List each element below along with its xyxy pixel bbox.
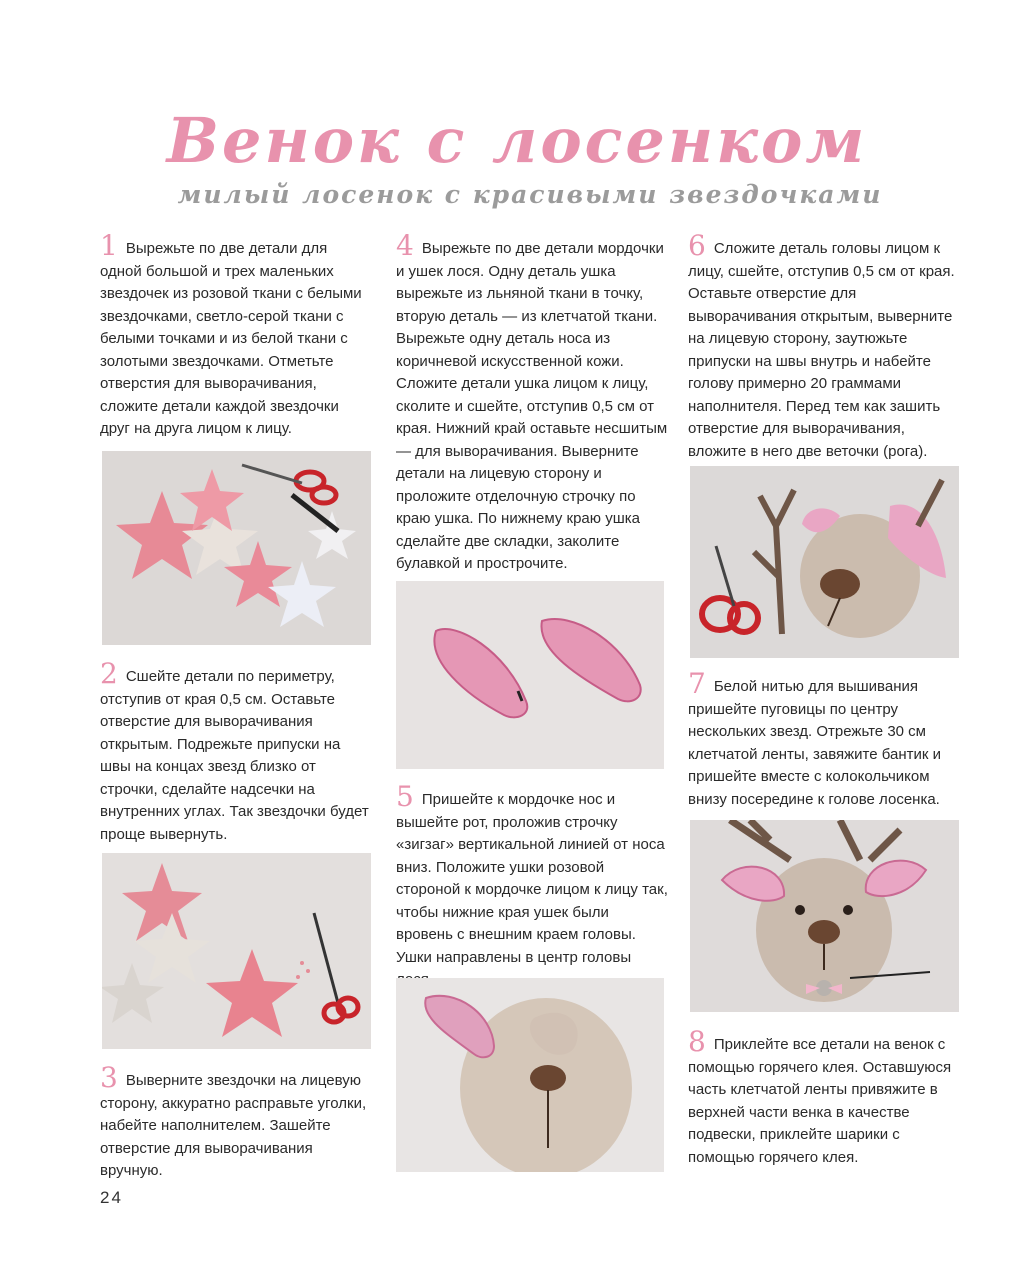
step-8 (688, 1025, 960, 1169)
step-2 (100, 657, 372, 846)
step-number: 8 (688, 1025, 706, 1058)
step-text: Пришейте к мордочке нос и вышейте рот, проложив строчку «зигзаг» вертикальной линией от носа вниз. Положите ушки розовой стороной к мордочке лицом к лицу так, чтобы нижние края ушек были вровень с внешним краем головы. Ушки направлены в центр головы (396, 791, 668, 966)
step-text: Сложите деталь головы лицом к лицу, сшейте, отступив 0,5 см от края. Оставьте отверстие для выворачивания открытым, выверните на лицевую сторону, заутюжьте припуски на швы внутрь и набейте голову примерно 20 граммами наполнителя. Перед тем как зашить отверстие для выворачивания, вложите в него две веточки (рога). (688, 240, 955, 460)
step-number: 6 (688, 229, 706, 262)
step-number: 5 (396, 780, 414, 813)
step-1 (100, 229, 372, 441)
step-3 (100, 1061, 372, 1183)
page-subtitle: милый лосенок с красивыми звездочками (177, 180, 883, 209)
photo-moose-head-antlers (690, 466, 959, 658)
step-5 (396, 780, 668, 992)
step-text: Приклейте все детали на венок с помощью горячего клея. Оставшуюся часть клетчатой ленты привяжите в верхней части венка в качестве подвески, приклейте шарики с помощью горячего клея. (688, 1036, 952, 1166)
step-6 (688, 229, 960, 463)
step-number: 7 (688, 667, 706, 700)
step-number: 1 (100, 229, 118, 262)
page-number: 24 (100, 1188, 123, 1207)
step-number: 3 (100, 1061, 118, 1094)
step-number: 4 (396, 229, 414, 262)
step-text: Выверните звездочки на лицевую сторону, аккуратно расправьте уголки, набейте наполнителем. Зашейте отверстие для выворачивания вручную. (100, 1072, 367, 1179)
step-text: Сшейте детали по периметру, отступив от края 0,5 см. Оставьте отверстие для выворачивания открытым. Подрежьте припуски на швы на концах звезд близко от строчки, сделайте надсечки на внутренних углах. Так звездочки будет проще вывернуть. (100, 668, 369, 843)
photo-stars-cutout (102, 451, 371, 645)
step-text: Вырежьте по две детали для одной большой и трех маленьких звездочек из розовой ткани с белыми звездочками, светло-серой ткани с белыми точками и из белой ткани с золотыми звездочками. Отметьте отверстия для выворачивания, сложите детали каждой звездочки друг на друга лицом к лицу. (100, 240, 362, 437)
photo-moose-finished (690, 820, 959, 1012)
photo-ears (396, 581, 664, 769)
step-text: Белой нитью для вышивания пришейте пуговицы по центру нескольких звезд. Отрежьте 30 см клетчатой ленты, завяжите бантик и пришейте вместе с колокольчиком внизу посередине к голове лосенка. (688, 678, 941, 808)
step-4 (396, 229, 668, 576)
photo-sewn-stars (102, 853, 371, 1049)
photo-moose-face-assembly (396, 978, 664, 1172)
step-text: Вырежьте по две детали мордочки и ушек лося. Одну деталь ушка вырежьте из льняной ткани в точку, вторую деталь — из клетчатой ткани. Вырежьте одну деталь носа из коричневой искусственной кожи. Сложите детали ушка лицом к лицу, сколите и сшейте, отступив 0,5 см от края. Нижний край оставьте несшитым — для выворачивания. Выверните детали на лицевую сторону и проложите отделочную строчку по краю ушка. По нижнему краю ушка сделайте две складки, заколите булавкой и прострочите. (396, 240, 668, 572)
step-7 (688, 667, 960, 811)
page-title: Венок с лосенком (166, 104, 868, 177)
step-number: 2 (100, 657, 118, 690)
